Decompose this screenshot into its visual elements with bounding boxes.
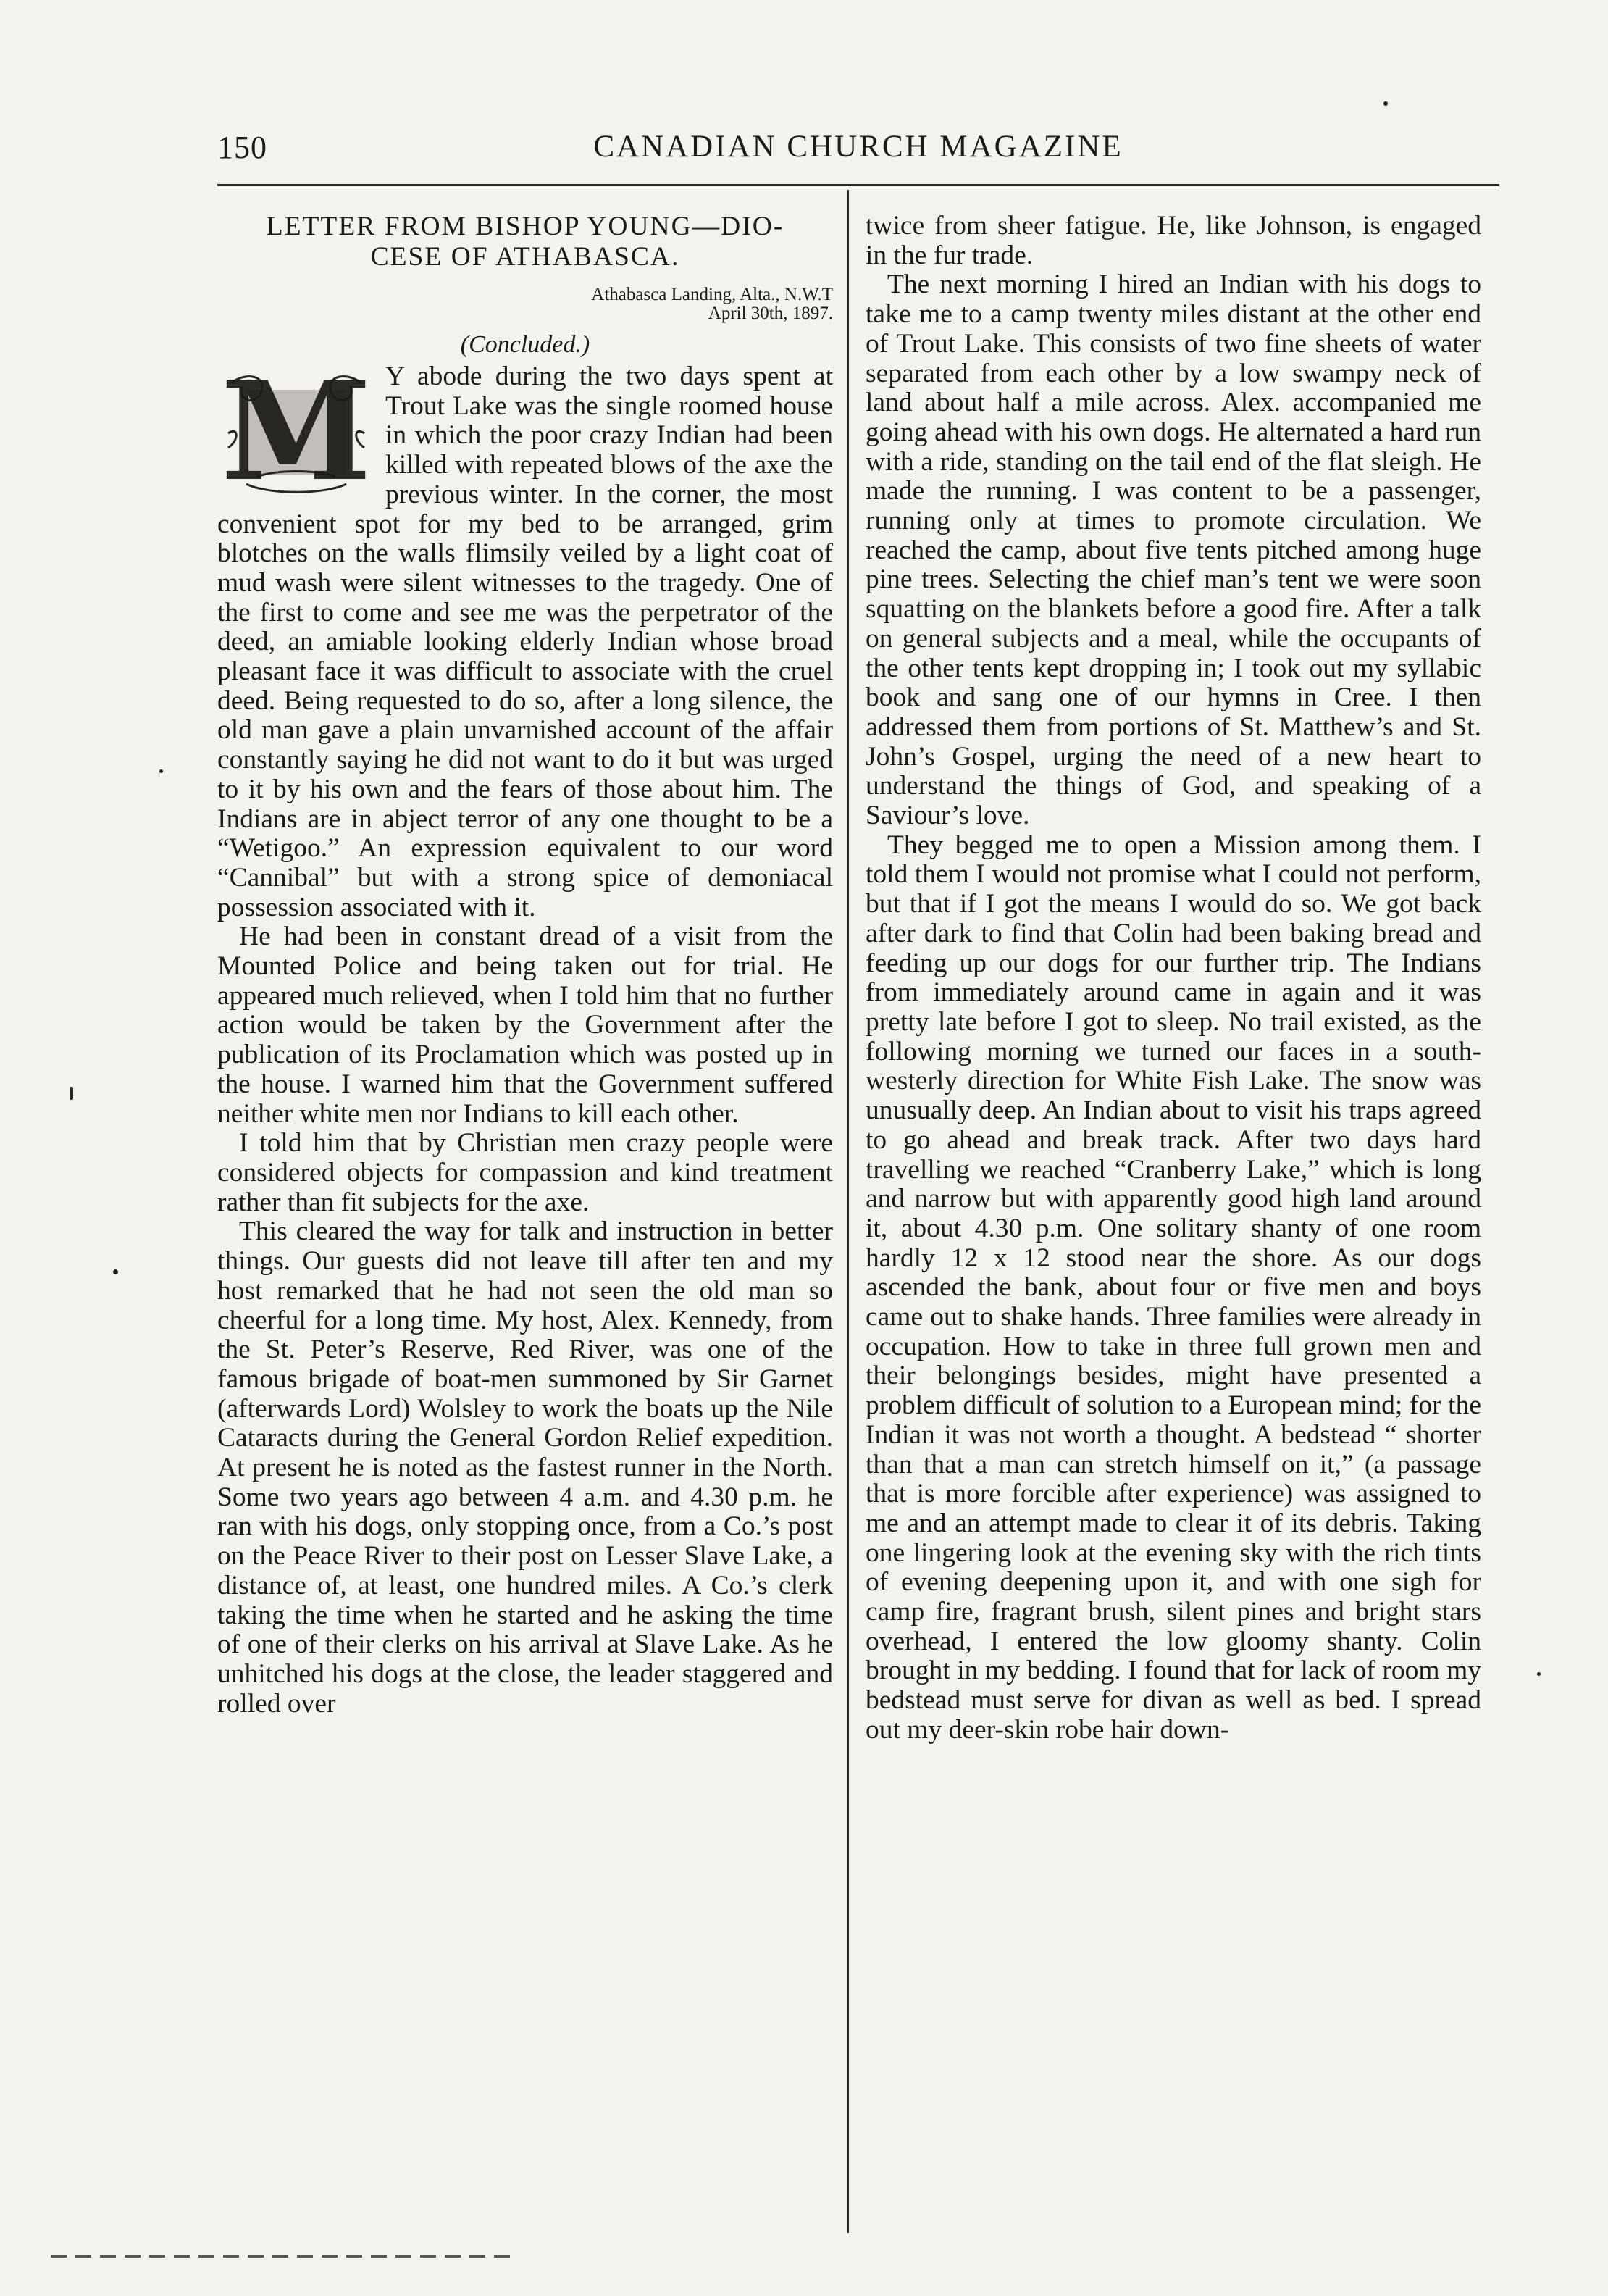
left-column: [217, 212, 833, 1719]
decorative-dropcap: [217, 351, 375, 512]
article-title-line1: LETTER FROM BISHOP YOUNG—DIO-: [266, 212, 784, 241]
dateline: [217, 285, 833, 323]
left-paragraph-4: This cleared the way for talk and instruction in better things. Our guests did not leave till after ten and my host remarked that he had not seen the old man so cheerful for a long time. My host, Alex. Kennedy, from the St. Peter’s Reserve, Red River, was one of the famous brigade of boat-men summoned by Sir Garnet (afterwards Lord) Wolsley to work the boats up the Nile Cataracts during the General Gordon Relief expedition. At present he is noted as the fastest runner in the North. Some two years ago between 4 a.m. and 4.30 p.m. he ran with his dogs, only stopping once, from a Co.’s post on the Peace River to their post on Lesser Slave Lake, a distance of, at least, one hundred miles. A Co.’s clerk taking the time when he started and he asking the time of one of their clerks on his arrival at Slave Lake. As he unhitched his dogs at the close, the leader staggered and rolled over: [217, 1216, 833, 1719]
left-paragraph-1: Y abode during the two days spent at Trout Lake was the single roomed house in which the poor crazy Indian had been killed with repeated blows of the axe the previous winter. In the corner, the most convenient spot for my bed to be arranged, grim blotches on the walls flimsily veiled by a light coat of mud wash were silent witnesses to the tragedy. One of the first to come and see me was the perpetrator of the deed, an amiable looking elderly Indian whose broad pleasant face it was difficult to associate with the cruel deed. Being requested to do so, after a long silence, the old man gave a plain unvarnished account of the affair constantly saying he did not want to do it but was urged to it by his own and the fears of those about him. The Indians are in abject terror of any one thought to be a “Wetigoo.” An expression equivalent to our word “Cannibal” but with a strong spice of demoniacal possession associated with it.: [217, 362, 833, 922]
concluded-note: (Concluded.): [460, 331, 590, 358]
column-divider: [847, 190, 849, 2233]
right-paragraph-3: They begged me to open a Mission among them. I told them I would not promise what I could not perform, but that if I got the means I would do so. We got back after dark to find that Colin had been baking bread and feeding up our dogs for our further trip. The Indians from immediately around came in again and it was pretty late before I got to sleep. No trail existed, as the following morning we turned our faces in a south-westerly direction for White Fish Lake. The snow was unusually deep. An Indian about to visit his traps agreed to go ahead and break track. After two days hard travelling we reached “Cranberry Lake,” which is long and narrow but with apparently good high land around it, about 4.30 p.m. One solitary shanty of one room hardly 12 x 12 stood near the shore. As our dogs ascended the bank, about four or five men and boys came out to shake hands. Three families were already in occupation. How to take in three full grown men and their belongings besides, might have presented a problem difficult of solution to a European mind; for the Indian it was not worth a thought. A bedstead “ shorter than that a man can stretch himself on it,” (a passage that is more forcible after experience) was assigned to me and an attempt made to clear it of its debris. Taking one lingering look at the evening sky with the rich tints of evening deepening upon it, and with one sigh for camp fire, fragrant brush, silent pines and bright stars overhead, I entered the low gloomy shanty. Colin brought in my bedding. I found that for lack of room my bedstead must serve for divan as well as bed. I spread out my deer-skin robe hair down-: [866, 830, 1481, 1745]
dateline-date: April 30th, 1897.: [708, 304, 833, 323]
article-title-line2: CESE OF ATHABASCA.: [370, 242, 680, 272]
running-title: CANADIAN CHURCH MAGAZINE: [593, 130, 1123, 164]
right-paragraph-2: The next morning I hired an Indian with his dogs to take me to a camp twenty miles distant at the other end of Trout Lake. This consists of two fine sheets of water separated from each other by a low swampy neck of land about half a mile across. Alex. accompanied me going ahead with his own dogs. He alternated a hard run with a ride, standing on the tail end of the flat sleigh. He made the running. I was content to be a passenger, running only at times to promote circulation. We reached the camp, about five tents pitched among huge pine trees. Selecting the chief man’s tent we were soon squatting on the blankets before a good fire. After a talk on general subjects and a meal, while the occupants of the other tents kept dropping in; I took out my syllabic book and sang one of our hymns in Cree. I then addressed them from portions of St. Matthew’s and St. John’s Gospel, urging the need of a new heart to understand the things of God, and speaking of a Saviour’s love.: [866, 270, 1481, 831]
footer-smudge: [51, 2255, 514, 2258]
page-number: 150: [217, 130, 267, 165]
article-title: [217, 212, 833, 272]
dateline-place: Athabasca Landing, Alta., N.W.T: [591, 285, 833, 304]
header-rule: [217, 184, 1499, 186]
right-column: [866, 212, 1481, 1745]
left-paragraph-2: He had been in constant dread of a visit from the Mounted Police and being taken out for trial. He appeared much relieved, when I told him that no further action would be taken by the Government after the publication of its Proclamation which was posted up in the house. I warned him that the Government suffered neither white men nor Indians to kill each other.: [217, 922, 833, 1129]
page-header: [217, 129, 1499, 172]
dropcap-letter: M: [220, 351, 372, 512]
right-paragraph-1: twice from sheer fatigue. He, like Johnson, is engaged in the fur trade.: [866, 211, 1481, 270]
left-paragraph-3: I told him that by Christian men crazy people were considered objects for compassion and kind treatment rather than fit subjects for the axe.: [217, 1128, 833, 1217]
